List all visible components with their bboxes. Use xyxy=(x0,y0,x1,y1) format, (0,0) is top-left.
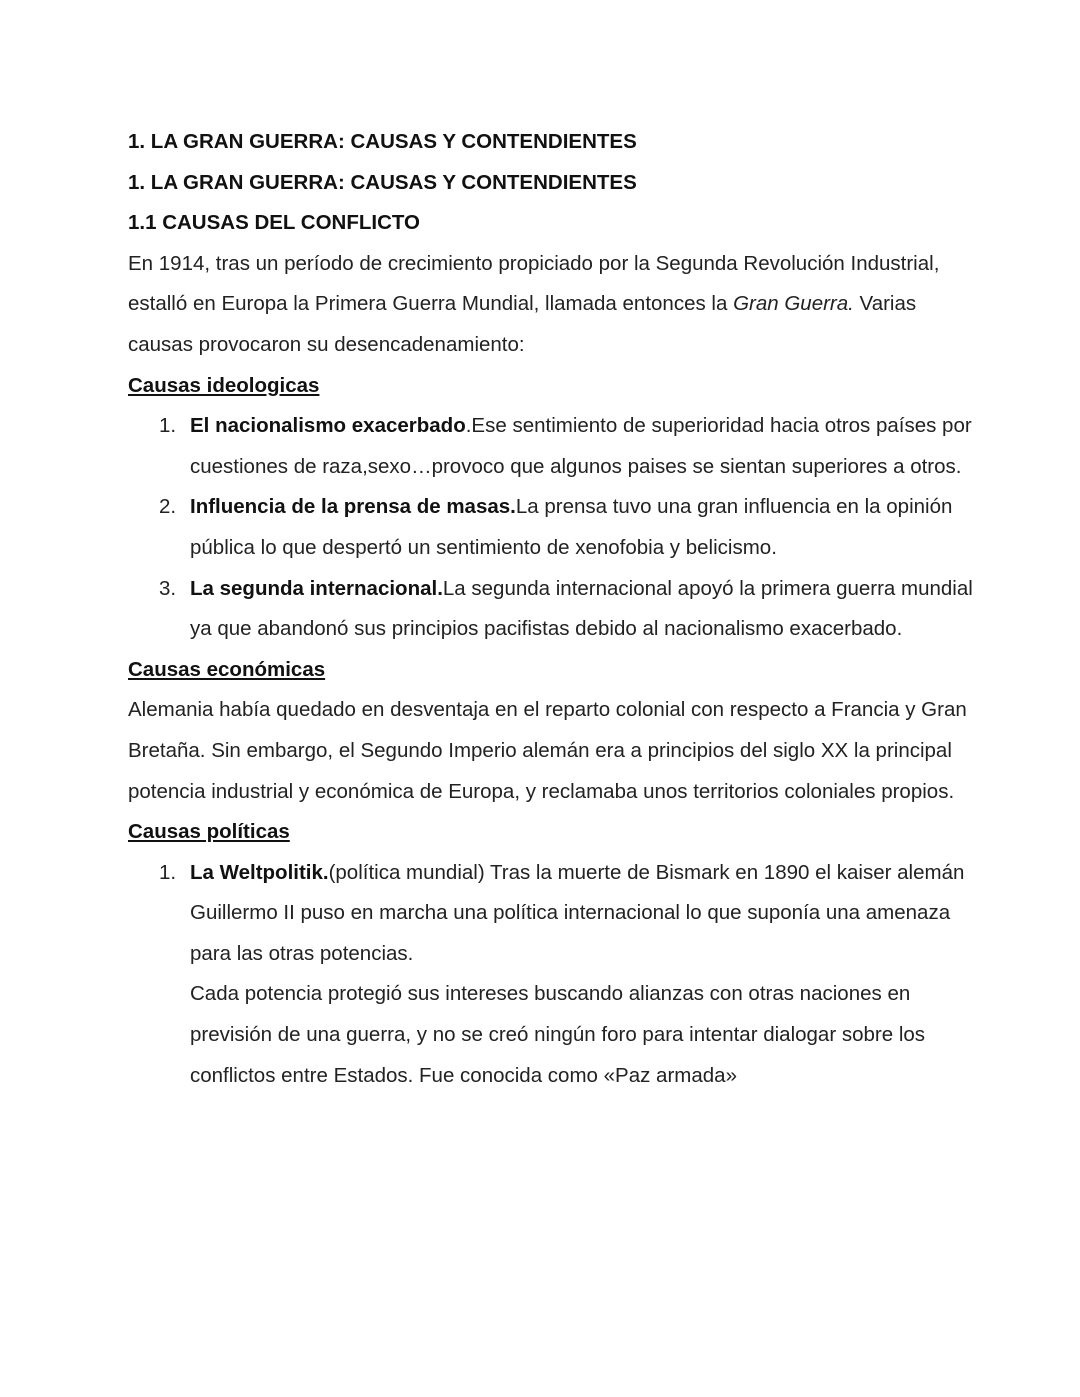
item-text-extra: Cada potencia protegió sus intereses buscando alianzas con otras naciones en previsión de una guerra, y no se creó ningún foro para intentar dialogar sobre los conflictos entre Estados. Fue conocida como «Paz armada» xyxy=(190,982,926,1087)
intro-paragraph xyxy=(128,244,980,366)
item-text: La prensa tuvo una gran influencia en la opinión pública lo que despertó un sentimiento de xenofobia y belicismo. xyxy=(190,495,953,559)
item-text: .Ese sentimiento de superioridad hacia otros países por cuestiones de raza,sexo…provoco que algunos paises se sientan superiores a otros. xyxy=(190,414,972,478)
heading-causas-economicas: Causas económicas xyxy=(128,657,326,681)
heading-causas-ideologicas: Causas ideologicas xyxy=(128,373,320,397)
list-causas-politicas xyxy=(128,853,980,1097)
list-number: 2. xyxy=(159,495,177,519)
section-title: 1.1 CAUSAS DEL CONFLICTO xyxy=(128,211,420,235)
heading-causas-politicas: Causas políticas xyxy=(128,820,290,844)
item-text: (política mundial) Tras la muerte de Bismark en 1890 el kaiser alemán Guillermo II puso en marcha una política internacional lo que suponía una amenaza para las otras potencias. xyxy=(190,860,965,965)
list-number: 3. xyxy=(159,576,177,600)
intro-italic: Gran Guerra. xyxy=(733,292,854,316)
chapter-title: 1. LA GRAN GUERRA: CAUSAS Y CONTENDIENTES xyxy=(128,130,637,153)
item-bold: La Weltpolitik. xyxy=(190,860,329,884)
economicas-paragraph: Alemania había quedado en desventaja en el reparto colonial con respecto a Francia y Gran Bretaña. Sin embargo, el Segundo Imperio alemán era a principios del siglo XX la principal potencia industrial y económica de Europa, y reclamaba unos territorios coloniales propios. xyxy=(128,698,967,803)
item-bold: Influencia de la prensa de masas. xyxy=(190,495,516,519)
list-item xyxy=(159,487,980,568)
item-bold: El nacionalismo exacerbado xyxy=(190,414,466,438)
chapter-title-repeat: 1. LA GRAN GUERRA: CAUSAS Y CONTENDIENTES xyxy=(128,170,637,194)
item-bold: La segunda internacional. xyxy=(190,576,443,600)
list-number: 1. xyxy=(159,414,177,438)
list-item xyxy=(159,853,980,1097)
list-number: 1. xyxy=(159,860,177,884)
intro-text-2: Varias causas provocaron su desencadenamiento: xyxy=(128,292,917,356)
intro-text-1: En 1914, tras un período de crecimiento propiciado por la Segunda Revolución Industrial, estalló en Europa la Primera Guerra Mundial, llamada entonces la xyxy=(128,251,940,316)
list-item xyxy=(159,406,980,487)
list-causas-ideologicas xyxy=(128,406,980,650)
item-text: La segunda internacional apoyó la primera guerra mundial ya que abandonó sus principios pacifistas debido al nacionalismo exacerbado. xyxy=(190,576,973,641)
list-item xyxy=(159,569,980,650)
